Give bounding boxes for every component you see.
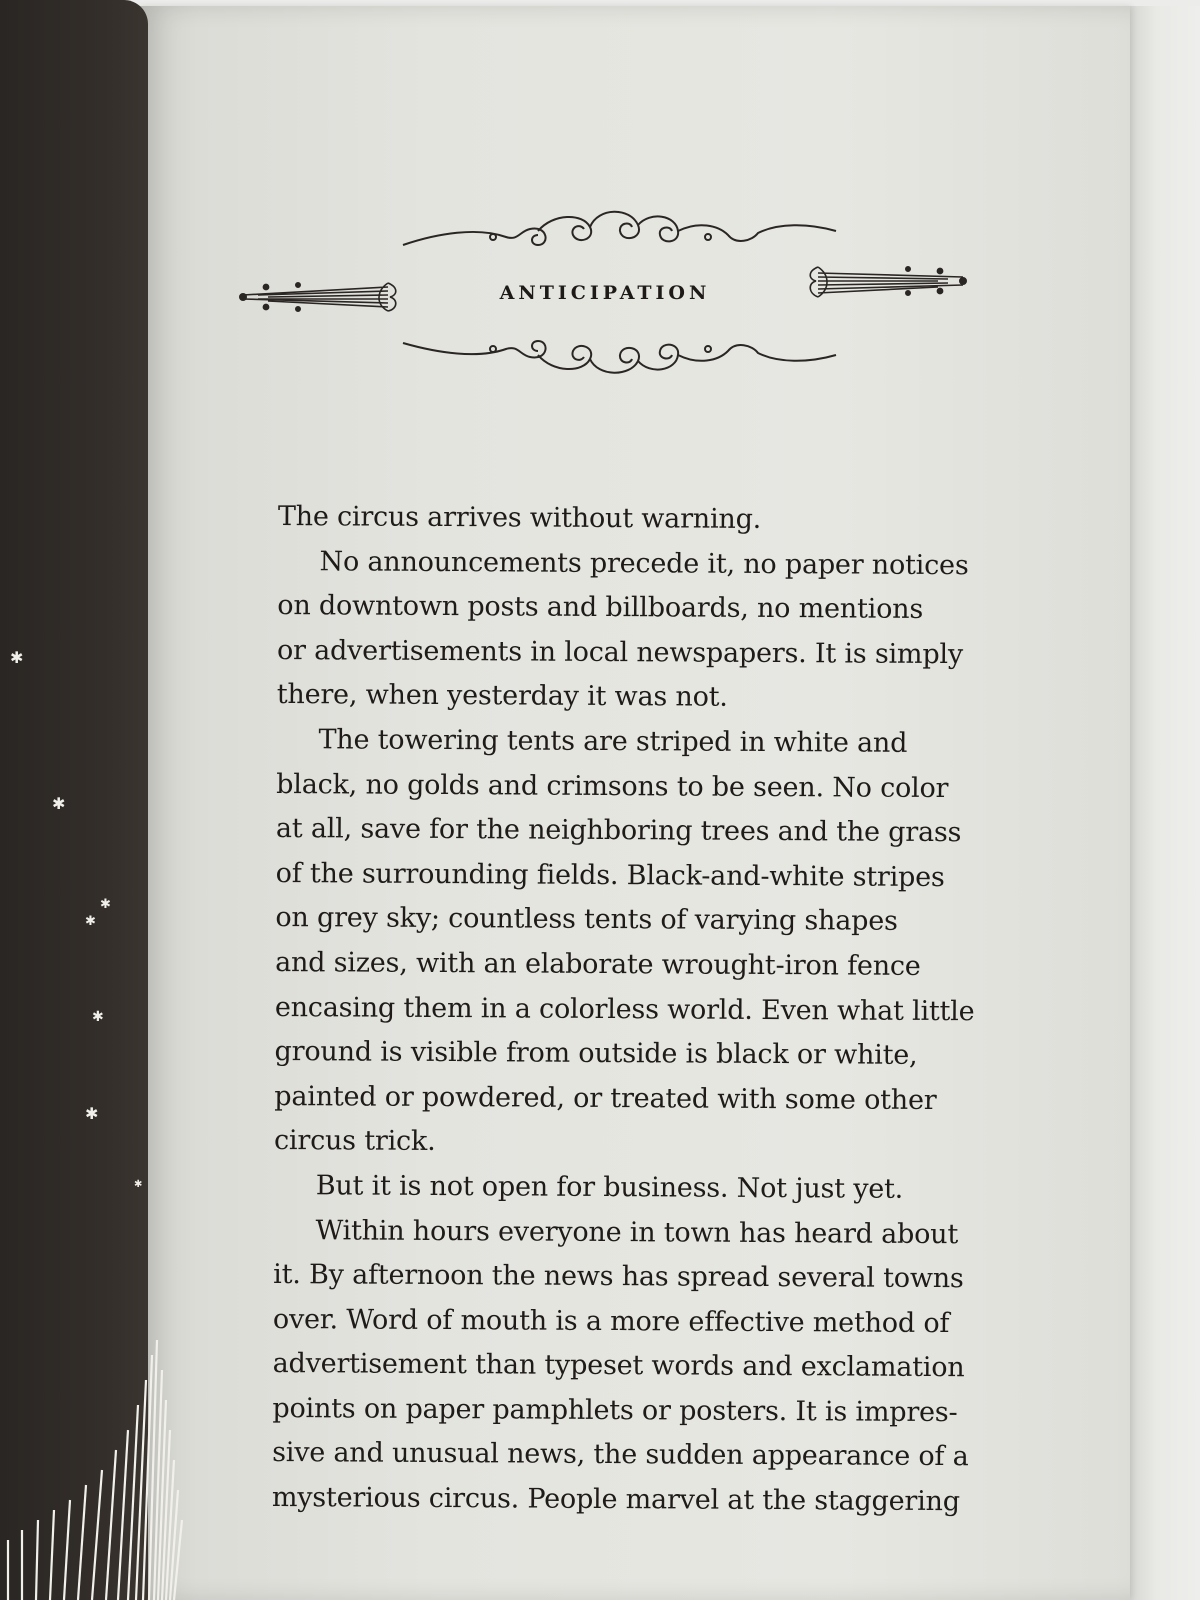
star-icon: ✱: [52, 794, 66, 813]
text-line: and sizes, with an elaborate wrought-iron fence: [275, 946, 921, 982]
text-line: The towering tents are striped in white and: [318, 724, 908, 759]
star-icon: ✱: [10, 648, 24, 667]
text-line: or advertisements in local newspapers. It is simply: [276, 634, 964, 670]
star-icon: ✱: [85, 1104, 99, 1123]
star-icon: ✱: [100, 897, 111, 912]
text-line: at all, save for the neighboring trees and the grass: [275, 813, 962, 849]
text-line: mysterious circus. People marvel at the staggering: [271, 1482, 960, 1518]
text-line: No announcements precede it, no paper notices: [319, 545, 969, 581]
text-line: circus trick.: [273, 1125, 436, 1158]
text-line: advertisement than typeset words and exclamation: [272, 1348, 965, 1384]
text-line: it. By afternoon the news has spread several towns: [273, 1259, 964, 1295]
text-line: encasing them in a colorless world. Even what little: [274, 991, 975, 1027]
cover-fringe-lines: [0, 1330, 200, 1600]
text-line: points on paper pamphlets or posters. It is impres-: [272, 1392, 958, 1429]
text-line: sive and unusual news, the sudden appearance of a: [272, 1437, 969, 1473]
body-text: [272, 495, 978, 1525]
text-line: black, no golds and crimsons to be seen. No color: [276, 768, 949, 804]
show-through-line: [270, 120, 990, 164]
star-icon: ✱: [134, 1179, 143, 1190]
text-line: of the surrounding fields. Black-and-white stripes: [275, 857, 945, 893]
text-line: The circus arrives without warning.: [277, 500, 762, 535]
star-icon: ✱: [85, 914, 96, 929]
text-line: But it is not open for business. Not just yet.: [315, 1170, 904, 1205]
text-line: there, when yesterday it was not.: [276, 679, 728, 714]
text-line: over. Word of mouth is a more effective method of: [272, 1303, 950, 1339]
text-line: on grey sky; countless tents of varying shapes: [275, 902, 898, 938]
text-line: Within hours everyone in town has heard about: [315, 1214, 959, 1250]
star-icon: ✱: [92, 1009, 104, 1025]
chapter-title: ANTICIPATION: [499, 282, 711, 304]
text-line: painted or powdered, or treated with some other: [274, 1080, 937, 1116]
page-edge: [1128, 6, 1200, 1600]
text-line: on downtown posts and billboards, no mentions: [277, 590, 924, 626]
text-line: ground is visible from outside is black or white,: [274, 1036, 918, 1072]
